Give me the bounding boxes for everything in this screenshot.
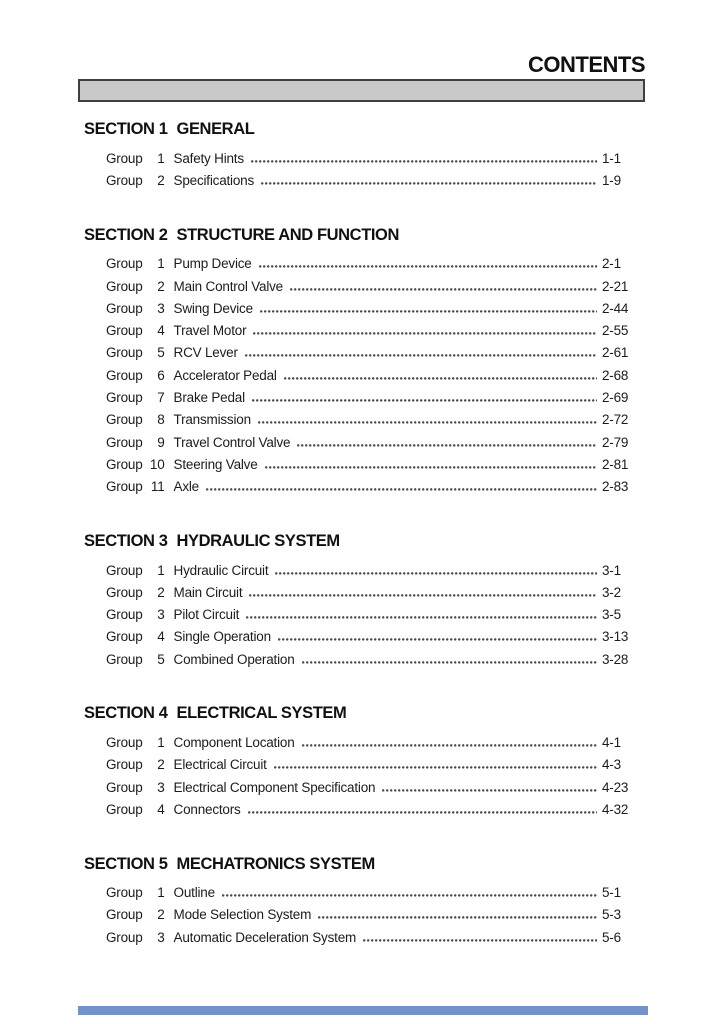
section-label: SECTION 1 bbox=[84, 120, 168, 138]
dot-leader bbox=[261, 182, 597, 185]
group-label: Group bbox=[106, 885, 143, 901]
group-title: Electrical Circuit bbox=[173, 757, 267, 773]
group-title: Travel Motor bbox=[173, 323, 247, 339]
group-number: 1 bbox=[157, 150, 165, 166]
group-title: Mode Selection System bbox=[173, 907, 312, 923]
group-label: Group bbox=[106, 607, 143, 623]
toc-entry bbox=[106, 364, 640, 386]
page-number: 2-68 bbox=[602, 367, 629, 383]
toc-section bbox=[84, 532, 640, 670]
dot-leader bbox=[297, 444, 597, 447]
page-number: 1-9 bbox=[602, 172, 621, 188]
page-number: 2-79 bbox=[602, 434, 629, 450]
group-title: Transmission bbox=[173, 412, 251, 428]
group-number: 2 bbox=[157, 584, 165, 600]
section-heading bbox=[84, 855, 640, 874]
group-number: 6 bbox=[157, 367, 165, 383]
group-list bbox=[84, 731, 640, 820]
dot-leader bbox=[248, 811, 597, 814]
group-title: RCV Lever bbox=[173, 345, 238, 361]
dot-leader bbox=[274, 766, 597, 769]
page-number: 4-23 bbox=[602, 779, 629, 795]
group-number: 3 bbox=[157, 779, 165, 795]
group-number: 3 bbox=[157, 929, 165, 945]
group-label: Group bbox=[106, 412, 143, 428]
toc-entry bbox=[106, 776, 640, 798]
group-label: Group bbox=[106, 172, 143, 188]
toc-entry bbox=[106, 476, 640, 498]
group-number: 4 bbox=[157, 629, 165, 645]
dot-leader bbox=[382, 789, 597, 792]
page-number: 2-81 bbox=[602, 456, 629, 472]
group-title: Single Operation bbox=[173, 629, 271, 645]
page-number: 1-1 bbox=[602, 150, 621, 166]
group-label: Group bbox=[106, 367, 143, 383]
group-title: Axle bbox=[173, 479, 199, 495]
section-label: SECTION 4 bbox=[84, 704, 168, 723]
group-number: 4 bbox=[157, 801, 165, 817]
toc-entry bbox=[106, 319, 640, 341]
toc-entry bbox=[106, 147, 640, 169]
group-number: 3 bbox=[157, 300, 165, 316]
group-number: 5 bbox=[157, 345, 165, 361]
toc-section bbox=[84, 855, 640, 949]
page-number: 3-13 bbox=[602, 629, 629, 645]
toc-entry bbox=[106, 603, 640, 625]
title-bar bbox=[78, 79, 645, 102]
page-header bbox=[78, 0, 645, 102]
toc-entry bbox=[106, 453, 640, 475]
page-number: 3-5 bbox=[602, 607, 621, 623]
group-label: Group bbox=[106, 323, 143, 339]
dot-leader bbox=[252, 399, 597, 402]
section-heading bbox=[84, 532, 640, 551]
page-number: 3-28 bbox=[602, 651, 629, 667]
toc-section bbox=[84, 704, 640, 820]
group-label: Group bbox=[106, 907, 143, 923]
toc-entry bbox=[106, 626, 640, 648]
dot-leader bbox=[302, 661, 597, 664]
page-number: 2-72 bbox=[602, 412, 629, 428]
section-title: STRUCTURE AND FUNCTION bbox=[176, 225, 400, 244]
group-title: Specifications bbox=[173, 172, 255, 188]
group-number: 2 bbox=[157, 757, 165, 773]
group-number: 3 bbox=[157, 607, 165, 623]
dot-leader bbox=[251, 160, 597, 163]
group-title: Main Control Valve bbox=[173, 278, 283, 294]
group-title: Safety Hints bbox=[173, 150, 244, 166]
section-label: SECTION 2 bbox=[84, 225, 168, 244]
group-title: Steering Valve bbox=[173, 456, 258, 472]
group-title: Main Circuit bbox=[173, 584, 243, 600]
group-label: Group bbox=[106, 278, 143, 294]
dot-leader bbox=[363, 939, 597, 942]
section-label: SECTION 3 bbox=[84, 531, 168, 550]
toc-entry bbox=[106, 386, 640, 408]
group-number: 11 bbox=[150, 479, 165, 495]
toc-entry bbox=[106, 169, 640, 191]
group-label: Group bbox=[106, 300, 143, 316]
group-title: Electrical Component Specification bbox=[173, 779, 376, 795]
toc-entry bbox=[106, 431, 640, 453]
page-number: 2-61 bbox=[602, 345, 629, 361]
group-label: Group bbox=[106, 390, 143, 406]
group-label: Group bbox=[106, 345, 143, 361]
dot-leader bbox=[290, 288, 597, 291]
group-number: 2 bbox=[157, 907, 165, 923]
group-title: Component Location bbox=[173, 734, 295, 750]
toc-section bbox=[84, 226, 640, 498]
toc-entry bbox=[106, 559, 640, 581]
toc-entry bbox=[106, 882, 640, 904]
group-title: Brake Pedal bbox=[173, 390, 245, 406]
page-number: 2-21 bbox=[602, 278, 629, 294]
page-number: 2-1 bbox=[602, 256, 621, 272]
dot-leader bbox=[259, 265, 597, 268]
group-label: Group bbox=[106, 651, 143, 667]
group-label: Group bbox=[106, 734, 143, 750]
dot-leader bbox=[249, 594, 597, 597]
group-label: Group bbox=[106, 479, 143, 495]
page-number: 4-3 bbox=[602, 757, 621, 773]
toc-entry bbox=[106, 926, 640, 948]
group-number: 9 bbox=[157, 434, 165, 450]
group-title: Hydraulic Circuit bbox=[173, 562, 269, 578]
page-title: CONTENTS bbox=[528, 52, 645, 77]
dot-leader bbox=[284, 377, 597, 380]
group-title: Connectors bbox=[173, 801, 241, 817]
dot-leader bbox=[222, 894, 597, 897]
toc-entry bbox=[106, 253, 640, 275]
group-title: Automatic Deceleration System bbox=[173, 929, 357, 945]
group-label: Group bbox=[106, 929, 143, 945]
group-label: Group bbox=[106, 779, 143, 795]
dot-leader bbox=[278, 638, 597, 641]
toc-entry bbox=[106, 648, 640, 670]
group-title: Pump Device bbox=[173, 256, 252, 272]
group-label: Group bbox=[106, 150, 143, 166]
page-number: 2-55 bbox=[602, 323, 629, 339]
dot-leader bbox=[260, 310, 597, 313]
group-number: 10 bbox=[149, 456, 165, 472]
sections-container bbox=[84, 120, 640, 982]
page-number: 5-3 bbox=[602, 907, 621, 923]
footer-bar bbox=[78, 1006, 648, 1015]
toc-section bbox=[84, 120, 640, 192]
toc-entry bbox=[106, 904, 640, 926]
toc-entry bbox=[106, 731, 640, 753]
group-label: Group bbox=[106, 757, 143, 773]
toc-entry bbox=[106, 275, 640, 297]
dot-leader bbox=[245, 354, 597, 357]
group-number: 1 bbox=[157, 256, 165, 272]
page-number: 2-44 bbox=[602, 300, 629, 316]
group-title: Pilot Circuit bbox=[173, 607, 240, 623]
group-number: 7 bbox=[157, 390, 165, 406]
toc-entry bbox=[106, 409, 640, 431]
group-list bbox=[84, 253, 640, 498]
page-number: 3-2 bbox=[602, 584, 621, 600]
page-number: 4-32 bbox=[602, 801, 629, 817]
group-label: Group bbox=[106, 456, 143, 472]
toc-entry bbox=[106, 297, 640, 319]
toc-entry bbox=[106, 581, 640, 603]
toc-entry bbox=[106, 754, 640, 776]
section-title: ELECTRICAL SYSTEM bbox=[176, 704, 347, 723]
group-number: 8 bbox=[157, 412, 165, 428]
page-number: 3-1 bbox=[602, 562, 621, 578]
group-number: 2 bbox=[157, 172, 165, 188]
group-number: 1 bbox=[157, 734, 165, 750]
dot-leader bbox=[302, 744, 597, 747]
group-label: Group bbox=[106, 256, 143, 272]
dot-leader bbox=[246, 616, 597, 619]
group-list bbox=[84, 147, 640, 192]
dot-leader bbox=[258, 421, 597, 424]
toc-entry bbox=[106, 342, 640, 364]
group-number: 5 bbox=[157, 651, 165, 667]
group-list bbox=[84, 882, 640, 949]
section-label: SECTION 5 bbox=[84, 854, 168, 873]
page-number: 5-6 bbox=[602, 929, 621, 945]
group-number: 1 bbox=[157, 885, 165, 901]
group-label: Group bbox=[106, 629, 143, 645]
dot-leader bbox=[253, 332, 597, 335]
group-number: 2 bbox=[157, 278, 165, 294]
page-number: 2-69 bbox=[602, 390, 629, 406]
group-label: Group bbox=[106, 562, 143, 578]
dot-leader bbox=[318, 916, 597, 919]
section-heading bbox=[84, 226, 640, 245]
page-number: 2-83 bbox=[602, 479, 629, 495]
group-label: Group bbox=[106, 434, 143, 450]
group-title: Travel Control Valve bbox=[173, 434, 291, 450]
page-number: 5-1 bbox=[602, 885, 621, 901]
group-label: Group bbox=[106, 801, 143, 817]
group-title: Swing Device bbox=[173, 300, 253, 316]
group-title: Accelerator Pedal bbox=[173, 367, 277, 383]
section-title: HYDRAULIC SYSTEM bbox=[176, 531, 340, 550]
group-title: Combined Operation bbox=[173, 651, 295, 667]
section-title: GENERAL bbox=[176, 120, 255, 138]
dot-leader bbox=[206, 488, 597, 491]
section-heading bbox=[84, 120, 640, 139]
page-number: 4-1 bbox=[602, 734, 621, 750]
dot-leader bbox=[265, 466, 597, 469]
section-title: MECHATRONICS SYSTEM bbox=[176, 854, 375, 873]
dot-leader bbox=[275, 572, 597, 575]
toc-entry bbox=[106, 798, 640, 820]
group-number: 1 bbox=[157, 562, 165, 578]
section-heading bbox=[84, 704, 640, 723]
group-title: Outline bbox=[173, 885, 215, 901]
group-label: Group bbox=[106, 584, 143, 600]
group-list bbox=[84, 559, 640, 670]
group-number: 4 bbox=[157, 323, 165, 339]
